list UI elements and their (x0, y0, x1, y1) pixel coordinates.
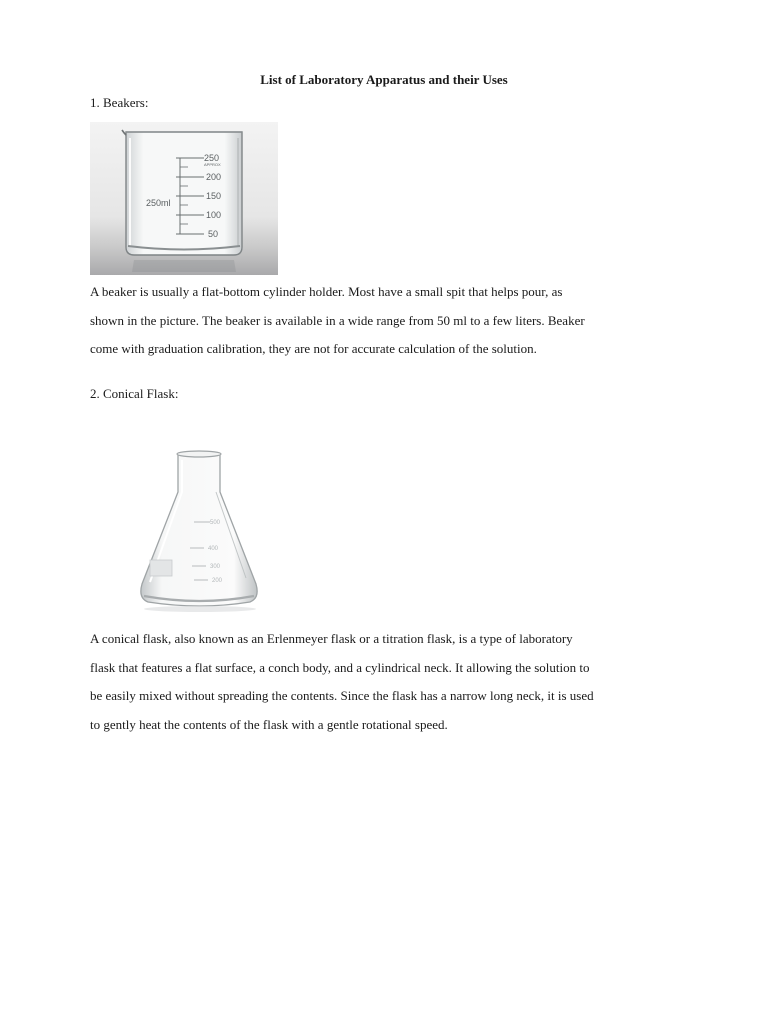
conical-flask-image (130, 448, 270, 618)
paragraph-line: shown in the picture. The beaker is available in a wide range from 50 ml to a few liters. Beaker (90, 312, 585, 328)
paragraph-line: come with graduation calibration, they are not for accurate calculation of the solution. (90, 341, 537, 356)
conical-flask-paragraph (90, 625, 690, 739)
paragraph-line: be easily mixed without spreading the contents. Since the flask has a narrow long neck, it is used (90, 688, 594, 703)
beaker-scale-approx: APPROX (204, 162, 221, 167)
flask-scale-500: 500 (210, 520, 221, 526)
section-heading-conical-flask: 2. Conical Flask: (90, 386, 179, 401)
paragraph-line: flask that features a flat surface, a conch body, and a cylindrical neck. It allowing the solution to (90, 659, 590, 675)
paragraph-line: A conical flask, also known as an Erlenmeyer flask or a titration flask, is a type of laboratory (90, 631, 573, 646)
beaker-scale-200: 200 (206, 172, 222, 182)
document-title: List of Laboratory Apparatus and their Uses (260, 72, 508, 87)
flask-scale-400: 400 (208, 546, 219, 552)
flask-scale-300: 300 (210, 564, 221, 570)
flask-scale-200: 200 (212, 578, 223, 584)
beaker-scale-50: 50 (208, 229, 219, 239)
beaker-volume-label: 250ml (146, 198, 171, 208)
paragraph-line: to gently heat the contents of the flask with a gentle rotational speed. (90, 716, 448, 732)
beaker-scale-250: 250 (204, 153, 220, 163)
beaker-image (90, 122, 278, 275)
beakers-paragraph (90, 278, 690, 364)
beaker-scale-150: 150 (206, 191, 222, 201)
paragraph-line: A beaker is usually a flat-bottom cylinder holder. Most have a small spit that helps pour, as (90, 284, 563, 299)
beaker-scale-100: 100 (206, 210, 222, 220)
section-heading-beakers: 1. Beakers: (90, 95, 149, 110)
